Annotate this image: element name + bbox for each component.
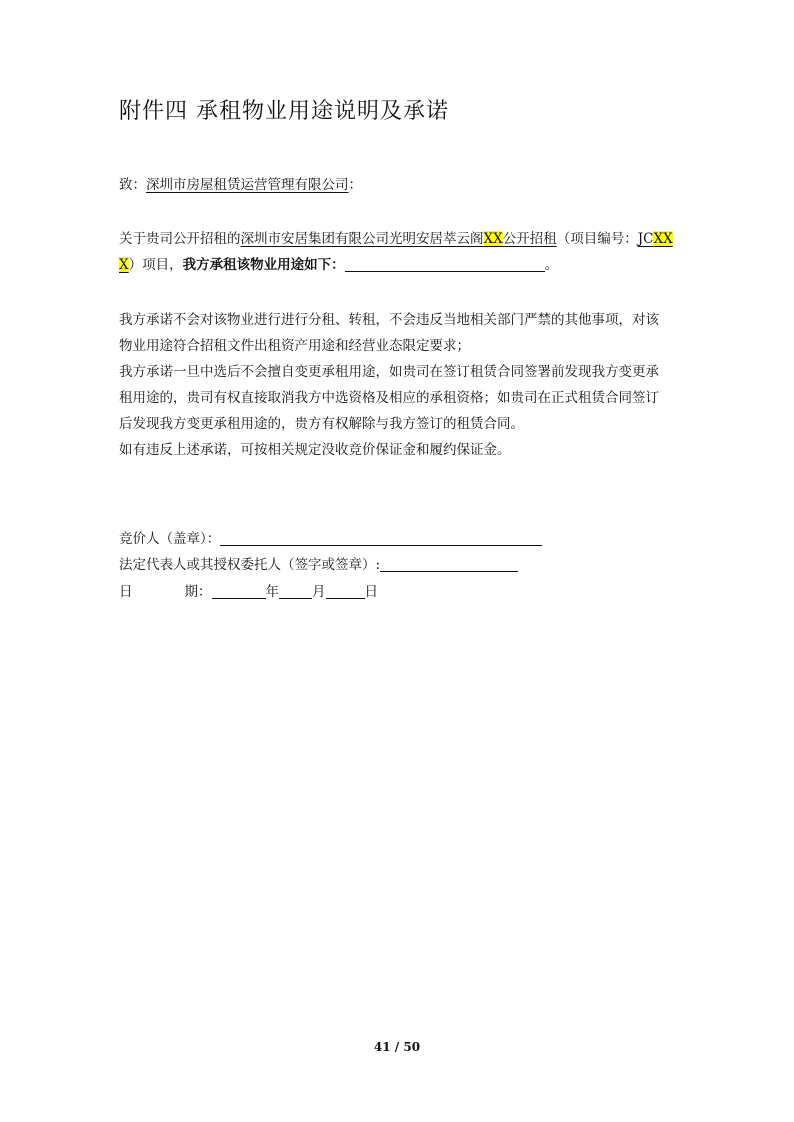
project-name-part2: 公开招租 [502,231,557,247]
commitment-line: 租用途的，贵司有权直接取消我方中选资格及相应的承租资格；如贵司在正式租赁合同签订 [119,390,659,406]
commitment-line: 后发现我方变更承租用途的，贵方有权解除与我方签订的租赁合同。 [119,416,524,432]
project-name-highlight: XX [483,231,503,247]
project-code-label: （项目编号： [556,231,638,247]
project-line-1 [119,226,685,252]
bidder-seal-line[interactable] [220,529,542,546]
year-blank-line[interactable] [212,582,266,599]
representative-label: 法定代表人或其授权委托人（签字或签章）: [119,557,381,573]
usage-end: 。 [544,257,559,273]
date-row [119,580,378,600]
commitment-line: 如有违反上述承诺，可按相关规定没收竞价保证金和履约保证金。 [119,442,511,458]
usage-statement: 我方承租该物业用途如下： [182,257,345,273]
project-code-highlight-1: XX [653,231,673,247]
project-name-part1: 深圳市安居集团有限公司光明安居萃云阁 [240,231,484,247]
day-label: 日 [364,584,378,600]
project-code-prefix: JC [637,231,654,247]
project-paragraph [119,226,685,278]
project-code-close: ）项目， [128,257,183,273]
addressee-suffix: ： [348,177,362,193]
addressee-company: 深圳市房屋租赁运营管理有限公司 [146,177,349,193]
date-label-2: 期： [184,584,212,600]
date-label-1: 日 [119,584,133,600]
month-label: 月 [312,584,326,600]
project-lead: 关于贵司公开招租的 [119,231,241,247]
year-label: 年 [265,584,279,600]
commitment-paragraph [119,307,685,463]
commitment-line: 我方承诺不会对该物业进行进行分租、转租，不会违反当地相关部门严禁的其他事项，对该 [119,312,659,328]
month-blank-line[interactable] [279,582,312,599]
page-title: 附件四 承租物业用途说明及承诺 [119,99,449,124]
bidder-signature-row [119,527,542,547]
project-code-highlight-2: X [119,257,129,273]
representative-sign-line[interactable] [380,555,518,572]
day-blank-line[interactable] [326,582,365,599]
addressee-prefix: 致： [119,177,146,193]
representative-signature-row [119,553,518,573]
usage-blank-line[interactable] [345,255,545,272]
commitment-line: 我方承诺一旦中选后不会擅自变更承租用途，如贵司在签订租赁合同签署前发现我方变更承 [119,364,659,380]
commitment-line: 物业用途符合招租文件出租资产用途和经营业态限定要求； [119,338,470,354]
project-line-2 [119,252,685,278]
addressee-line [119,172,685,198]
bidder-label: 竞价人（盖章）： [119,531,221,547]
page-number: 41 / 50 [373,1040,421,1054]
